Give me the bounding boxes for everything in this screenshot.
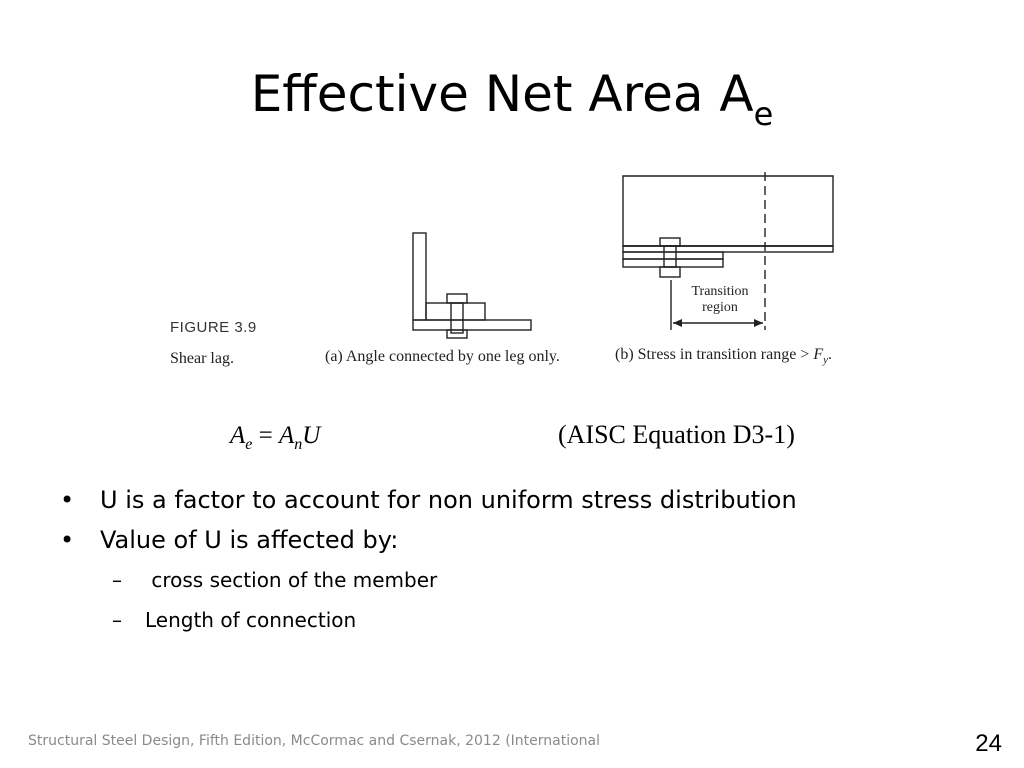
sub-bullet-mark: – — [112, 568, 122, 592]
figure-number: FIGURE 3.9 — [170, 319, 257, 336]
equation-reference: (AISC Equation D3-1) — [558, 420, 795, 449]
bullet-text: U is a factor to account for non uniform stress distribution — [100, 486, 797, 514]
sub-bullet-item — [60, 600, 980, 640]
sub-bullet-mark: – — [112, 608, 122, 632]
bolt-nut-b — [660, 267, 680, 277]
splice-plate — [623, 259, 723, 267]
member-lip — [623, 246, 833, 252]
transition-label: Transition region — [691, 284, 749, 315]
figure-shear-lag — [165, 170, 885, 460]
connection-plate — [623, 252, 723, 259]
figure-part-b: (b) Stress in transition range > $F_y$. — [615, 346, 832, 367]
bolt-nut-a — [447, 330, 467, 338]
gusset-plate — [413, 320, 531, 330]
bolt-head-a — [447, 294, 467, 303]
bolt-head-b — [660, 238, 680, 246]
member-flange — [623, 176, 833, 246]
bullet-list — [60, 480, 980, 640]
title-subscript: e — [753, 95, 774, 133]
angle-vertical-leg — [413, 233, 426, 320]
bolt-shank-a — [451, 303, 463, 333]
slide-title — [0, 62, 1024, 132]
sub-bullet-item — [60, 560, 980, 600]
bullet-text: Value of U is affected by: — [100, 526, 399, 554]
title-main: Effective Net Area A — [250, 65, 754, 123]
bullet-item — [60, 520, 980, 560]
bullet-mark: • — [60, 526, 75, 554]
shear-lag-drawing — [165, 170, 885, 460]
bullet-mark: • — [60, 486, 75, 514]
sub-bullet-text: cross section of the member — [145, 568, 438, 592]
bolt-shank-b — [664, 246, 676, 267]
figure-part-a: (a) Angle connected by one leg only. — [325, 348, 560, 365]
page-number: 24 — [975, 730, 1002, 757]
figure-caption: Shear lag. — [170, 350, 234, 367]
angle-horizontal-leg — [426, 303, 485, 320]
sub-bullet-text: Length of connection — [145, 608, 357, 632]
slide-footer: Structural Steel Design, Fifth Edition, McCormac and Csernak, 2012 (International — [28, 733, 601, 749]
equation-formula: $A_e = A_nU$ — [230, 422, 321, 453]
bullet-item — [60, 480, 980, 520]
